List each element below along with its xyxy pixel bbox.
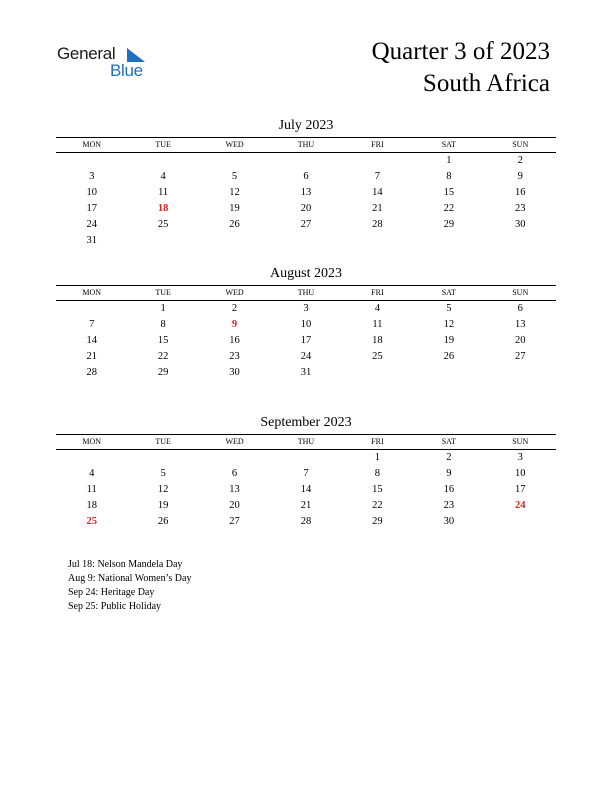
- day-cell: 29: [372, 516, 383, 527]
- holiday-note: Jul 18: Nelson Mandela Day: [68, 559, 183, 570]
- day-cell: [56, 153, 127, 169]
- month-september: [56, 414, 556, 530]
- day-cell: 4: [89, 468, 95, 479]
- day-cell: 30: [443, 516, 455, 527]
- weekday-label: MON: [82, 140, 102, 149]
- logo-text-blue: Blue: [110, 61, 143, 80]
- day-cell: 12: [229, 187, 240, 198]
- day-cell: 5: [160, 468, 166, 479]
- day-cell: [270, 153, 341, 169]
- day-cell: 17: [514, 484, 526, 495]
- day-cell: 22: [157, 351, 169, 362]
- day-cell: 3: [517, 452, 523, 463]
- weekday-label: WED: [225, 288, 244, 297]
- day-cell: 31: [86, 235, 97, 246]
- day-cell: 5: [231, 171, 238, 182]
- day-cell: 11: [86, 484, 97, 495]
- day-cell: 3: [303, 303, 309, 314]
- day-cell: [127, 450, 198, 466]
- day-cell: 29: [157, 367, 169, 378]
- day-cell: 13: [514, 319, 526, 330]
- day-cell: 23: [229, 351, 240, 362]
- day-cell: 25: [86, 516, 97, 527]
- day-cell: 15: [372, 484, 383, 495]
- day-cell: 4: [374, 303, 381, 314]
- month-weeks: [56, 450, 556, 530]
- week-row: [56, 301, 556, 317]
- weekday-header: [56, 285, 556, 301]
- weekday-label: MON: [82, 288, 102, 297]
- day-cell: 8: [160, 319, 166, 330]
- day-cell: 2: [446, 452, 452, 463]
- day-cell: 1: [160, 303, 166, 314]
- weekday-label: WED: [225, 437, 244, 446]
- month-weeks: [56, 301, 556, 381]
- day-cell: 27: [300, 219, 312, 230]
- weekday-header: [56, 137, 556, 153]
- week-row: [56, 201, 556, 217]
- weekday-label: THU: [297, 140, 315, 149]
- holiday-note: Aug 9: National Women’s Day: [68, 573, 192, 584]
- day-cell: 14: [86, 335, 97, 346]
- day-cell: 8: [446, 171, 452, 182]
- day-cell: [270, 450, 341, 466]
- day-cell: 18: [86, 500, 97, 511]
- day-cell: 7: [303, 468, 309, 479]
- week-row: [56, 233, 556, 249]
- day-cell: 24: [86, 219, 97, 230]
- holiday-note: Sep 24: Heritage Day: [68, 587, 155, 598]
- day-cell: 11: [158, 187, 169, 198]
- weekday-label: SUN: [512, 140, 529, 149]
- day-cell: [485, 514, 556, 530]
- day-cell: 26: [229, 219, 240, 230]
- day-cell: 4: [160, 171, 166, 182]
- weekday-label: FRI: [371, 288, 384, 297]
- weekday-label: TUE: [155, 140, 171, 149]
- title-quarter: Quarter 3 of 2023: [371, 38, 550, 65]
- month-title: September 2023: [260, 415, 352, 430]
- day-cell: 29: [443, 219, 455, 230]
- weekday-label: SAT: [441, 437, 456, 446]
- weekday-label: SUN: [512, 288, 529, 297]
- holiday-notes: [68, 558, 191, 614]
- page-title: [372, 36, 550, 100]
- week-row: [56, 365, 556, 381]
- day-cell: 21: [86, 351, 97, 362]
- week-row: [56, 169, 556, 185]
- weekday-label: FRI: [371, 437, 384, 446]
- day-cell: 10: [514, 468, 526, 479]
- day-cell: 15: [157, 335, 169, 346]
- day-cell: 9: [231, 319, 238, 330]
- weekday-label: FRI: [371, 140, 384, 149]
- weekday-label: TUE: [155, 437, 171, 446]
- weekday-label: SAT: [441, 140, 456, 149]
- day-cell: 1: [374, 452, 381, 463]
- day-cell: 2: [517, 155, 523, 166]
- day-cell: 24: [514, 500, 526, 511]
- day-cell: 23: [443, 500, 455, 511]
- day-cell: 20: [229, 500, 240, 511]
- weekday-label: SUN: [512, 437, 529, 446]
- day-cell: 28: [300, 516, 312, 527]
- month-august: [56, 265, 556, 381]
- day-cell: [199, 153, 270, 169]
- month-weeks: [56, 153, 556, 249]
- day-cell: 26: [443, 351, 455, 362]
- day-cell: 10: [86, 187, 97, 198]
- week-row: [56, 498, 556, 514]
- day-cell: 9: [446, 468, 452, 479]
- day-cell: [342, 153, 413, 169]
- day-cell: 25: [372, 351, 383, 362]
- day-cell: 21: [372, 203, 383, 214]
- week-row: [56, 333, 556, 349]
- day-cell: 16: [514, 187, 526, 198]
- week-row: [56, 514, 556, 530]
- day-cell: 16: [443, 484, 455, 495]
- day-cell: 18: [372, 335, 383, 346]
- day-cell: 8: [374, 468, 381, 479]
- month-title: August 2023: [270, 266, 342, 281]
- day-cell: 30: [514, 219, 526, 230]
- month-title: July 2023: [278, 118, 334, 133]
- holiday-note: Sep 25: Public Holiday: [68, 601, 162, 612]
- day-cell: 31: [300, 367, 312, 378]
- day-cell: [270, 233, 341, 249]
- day-cell: 12: [443, 319, 455, 330]
- weekday-label: THU: [297, 288, 315, 297]
- week-row: [56, 185, 556, 201]
- day-cell: 6: [231, 468, 238, 479]
- weekday-label: SAT: [441, 288, 456, 297]
- week-row: [56, 317, 556, 333]
- day-cell: [342, 365, 413, 381]
- day-cell: 11: [372, 319, 383, 330]
- day-cell: 20: [300, 203, 312, 214]
- day-cell: 18: [157, 203, 169, 214]
- generalblue-logo: [57, 44, 157, 84]
- day-cell: [199, 450, 270, 466]
- day-cell: 5: [446, 303, 452, 314]
- day-cell: 19: [229, 203, 240, 214]
- day-cell: 24: [300, 351, 312, 362]
- day-cell: 21: [300, 500, 312, 511]
- day-cell: 23: [514, 203, 526, 214]
- day-cell: 9: [517, 171, 523, 182]
- day-cell: 30: [229, 367, 240, 378]
- day-cell: 6: [303, 171, 309, 182]
- weekday-label: TUE: [155, 288, 171, 297]
- day-cell: 17: [86, 203, 97, 214]
- day-cell: [127, 153, 198, 169]
- day-cell: 10: [300, 319, 312, 330]
- day-cell: [413, 233, 484, 249]
- day-cell: [485, 365, 556, 381]
- day-cell: 1: [446, 155, 452, 166]
- title-country: South Africa: [422, 70, 550, 97]
- day-cell: 27: [514, 351, 526, 362]
- week-row: [56, 450, 556, 466]
- day-cell: 19: [157, 500, 169, 511]
- day-cell: 2: [231, 303, 238, 314]
- day-cell: 12: [157, 484, 169, 495]
- day-cell: [199, 233, 270, 249]
- weekday-label: WED: [225, 140, 244, 149]
- week-row: [56, 482, 556, 498]
- day-cell: 22: [372, 500, 383, 511]
- day-cell: 14: [300, 484, 312, 495]
- day-cell: [56, 450, 127, 466]
- day-cell: 13: [229, 484, 240, 495]
- day-cell: 14: [372, 187, 383, 198]
- day-cell: 28: [372, 219, 383, 230]
- week-row: [56, 349, 556, 365]
- day-cell: 13: [300, 187, 312, 198]
- month-july: [56, 117, 556, 249]
- week-row: [56, 466, 556, 482]
- day-cell: 26: [157, 516, 169, 527]
- day-cell: [127, 233, 198, 249]
- day-cell: 15: [443, 187, 455, 198]
- logo-text-general: General: [57, 44, 116, 63]
- day-cell: 6: [517, 303, 523, 314]
- day-cell: 25: [157, 219, 169, 230]
- day-cell: 7: [89, 319, 95, 330]
- day-cell: [56, 301, 127, 317]
- day-cell: 20: [514, 335, 526, 346]
- day-cell: 7: [374, 171, 381, 182]
- day-cell: 22: [443, 203, 455, 214]
- weekday-label: MON: [82, 437, 102, 446]
- week-row: [56, 217, 556, 233]
- day-cell: [413, 365, 484, 381]
- day-cell: 28: [86, 367, 97, 378]
- day-cell: [485, 233, 556, 249]
- weekday-header: [56, 434, 556, 450]
- day-cell: 27: [229, 516, 240, 527]
- day-cell: [342, 233, 413, 249]
- day-cell: 3: [89, 171, 95, 182]
- day-cell: 19: [443, 335, 455, 346]
- weekday-label: THU: [297, 437, 315, 446]
- week-row: [56, 153, 556, 169]
- day-cell: 16: [229, 335, 240, 346]
- day-cell: 17: [300, 335, 312, 346]
